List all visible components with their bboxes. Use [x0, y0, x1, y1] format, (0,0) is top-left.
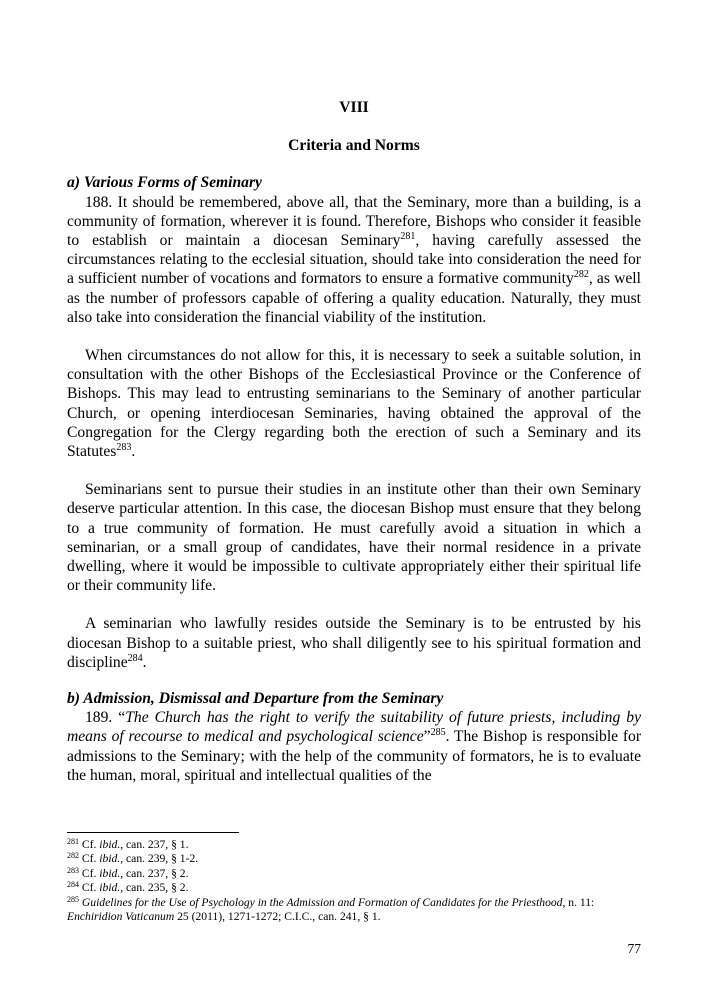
- footnote-italic: ibid.: [99, 866, 121, 880]
- paragraph-text: ”: [423, 728, 431, 746]
- footnote-ref: 283: [116, 442, 132, 454]
- main-text: [67, 98, 641, 785]
- paragraph-text: A seminarian who lawfully resides outside the Seminary is to be entrusted by his diocesan Bishop to a suitable priest, who shall diligently see to his spiritual formation and discipline: [67, 615, 641, 671]
- paragraph-189: [67, 708, 641, 785]
- footnote-text: Cf.: [81, 838, 100, 851]
- footnote-italic: ibid.: [99, 838, 121, 851]
- chapter-title: Criteria and Norms: [288, 137, 420, 155]
- paragraph-seminarians-sent: Seminarians sent to pursue their studies in an institute other than their own Seminary deserve particular attention. In this case, the diocesan Bishop must ensure that they belong to a true community of formation. He must carefully avoid a situation in which a seminarian, or a small group of candidates, have their normal residence in a private dwelling, where it would be impossible to cultivate appropriately either their spiritual life or their community life.: [67, 481, 641, 595]
- footnote-number: 284: [67, 880, 79, 890]
- footnote-text: Cf.: [81, 881, 100, 895]
- paragraph-text: , as well as the number of professors capable of offering a quality education. Naturally, they must also take into consideration the financial viability of the institution.: [67, 270, 641, 326]
- footnote-italic: Enchiridion Vaticanum: [67, 910, 175, 924]
- footnote-italic: ibid.: [99, 852, 121, 866]
- footnote-italic: Guidelines for the Use of Psychology in the Admission and Formation of Candidates for the Priesthood: [81, 895, 563, 909]
- paragraph-text: .: [142, 653, 147, 671]
- footnote-284: [67, 881, 641, 895]
- footnote-ref: 285: [430, 727, 446, 739]
- paragraph-text: .: [131, 443, 136, 461]
- footnote-ref: 284: [127, 652, 143, 664]
- quote-text: The Church has the right to verify the suitability of future priests, including by means of recourse to medical and psychological science: [67, 709, 641, 746]
- footnote-number: 285: [67, 894, 79, 904]
- footnote-italic: ibid.: [99, 881, 121, 895]
- footnote-283: [67, 867, 641, 881]
- footnote-text: , can. 239, § 1-2.: [120, 852, 199, 866]
- paragraph-text: 189. “: [85, 709, 126, 727]
- footnote-divider: [67, 832, 239, 833]
- footnote-text: , can. 237, § 1.: [120, 838, 189, 851]
- footnote-285: [67, 896, 641, 925]
- page-number: 77: [627, 941, 641, 956]
- footnote-text: 25 (2011), 1271-1272; C.I.C., can. 241, § 1.: [174, 910, 381, 924]
- footnote-number: 282: [67, 851, 79, 861]
- footnote-number: 283: [67, 865, 79, 875]
- paragraph-outside-seminary: [67, 614, 641, 672]
- footnotes: [67, 832, 641, 924]
- footnote-text: Cf.: [81, 866, 100, 880]
- footnote-text: , can. 235, § 2.: [120, 881, 189, 895]
- paragraph-text: 188. It should be remembered, above all, that the Seminary, more than a building, is a community of formation, wherever it is found. Therefore, Bishops who consider it feasible to establish or maintain a diocesan Seminary: [67, 193, 641, 250]
- paragraph-text: When circumstances do not allow for this, it is necessary to seek a suitable solution, in consultation with the other Bishops of the Ecclesiastical Province or the Conference of Bishops. This may lead to entrusting seminarians to the Seminary of another particular Church, or opening interdiocesan Seminaries, having obtained the approval of the Congregation for the Clergy regarding both the erection of such a Seminary and its Statutes: [67, 347, 641, 461]
- section-heading-a: a) Various Forms of Seminary: [67, 174, 262, 192]
- footnote-number: 281: [67, 837, 79, 846]
- footnote-text: , can. 237, § 2.: [120, 866, 189, 880]
- footnote-281: [67, 838, 641, 852]
- footnote-text: , n. 11:: [562, 895, 595, 909]
- paragraph-interdiocesan: [67, 346, 641, 461]
- footnote-ref: 282: [573, 269, 589, 281]
- paragraph-text: . The Bishop is responsible for admissions to the Seminary; with the help of the community of formators, he is to evaluate the human, moral, spiritual and intellectual qualities of the: [67, 728, 642, 784]
- footnote-ref: 281: [400, 231, 416, 243]
- footnote-text: Cf.: [81, 852, 100, 866]
- footnote-282: [67, 852, 641, 866]
- section-heading-b: b) Admission, Dismissal and Departure from the Seminary: [67, 690, 444, 708]
- paragraph-text: , having carefully assessed the circumstances relating to the ecclesial situation, should take into consideration the need for a sufficient number of vocations and formators to ensure a formative community: [67, 232, 641, 288]
- chapter-number: VIII: [339, 99, 369, 116]
- paragraph-188: [67, 193, 641, 327]
